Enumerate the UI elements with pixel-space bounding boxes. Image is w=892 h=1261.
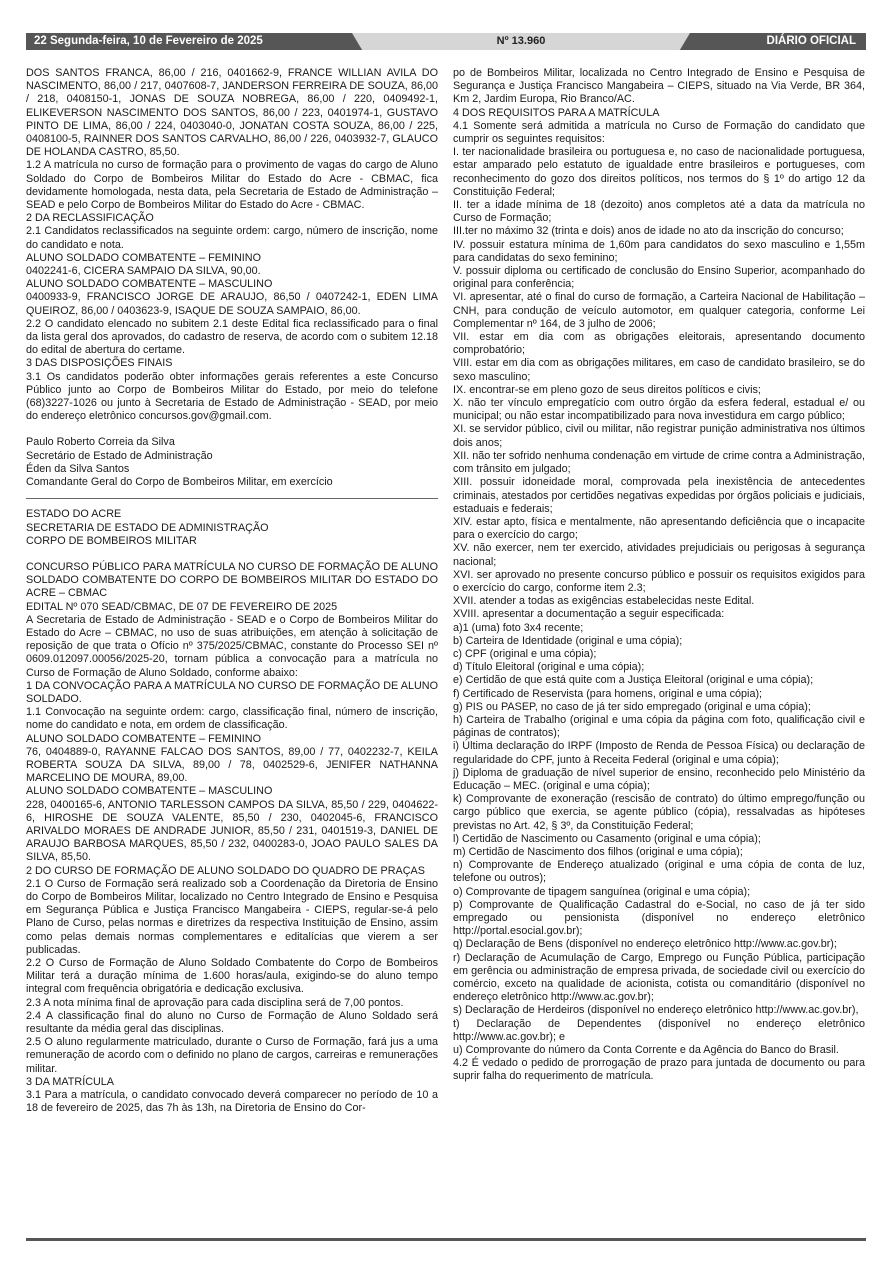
paragraph: 2.3 A nota mínima final de aprovação para cada disciplina será de 7,00 pontos. bbox=[26, 996, 404, 1009]
signatory-title: Comandante Geral do Corpo de Bombeiros Militar, em exercício bbox=[26, 476, 333, 489]
list-item: e) Certidão de que está quite com a Justiça Eleitoral (original e uma cópia); bbox=[453, 674, 814, 687]
list-item: IV. possuir estatura mínima de 1,60m para candidatos do sexo masculino e 1,55m para candidatas do sexo feminino; bbox=[453, 238, 865, 264]
list-item: XI. se servidor público, civil ou militar, não registrar punição administrativa nos últimos dois anos; bbox=[453, 423, 865, 449]
subheading: ALUNO SOLDADO COMBATENTE – MASCULINO bbox=[26, 785, 273, 798]
edition-number: Nº 13.960 bbox=[496, 35, 546, 47]
section-heading: 3 DA MATRÍCULA bbox=[26, 1075, 114, 1088]
list-item: o) Comprovante de tipagem sanguínea (original e uma cópia); bbox=[453, 885, 751, 898]
signatory-name: Paulo Roberto Correia da Silva bbox=[26, 436, 175, 449]
edital-title: CONCURSO PÚBLICO PARA MATRÍCULA NO CURSO DE FORMAÇÃO DE ALUNO SOLDADO COMBATENTE DO CORPO DE BOMBEIROS MILITAR DO ESTADO DO ACRE – CBMAC bbox=[26, 560, 438, 600]
list-item: III.ter no máximo 32 (trinta e dois) anos de idade no ato da inscrição do concurso; bbox=[453, 225, 844, 238]
list-item: XII. não ter sofrido nenhuma condenação em virtude de crime contra a Administração, com trânsito em julgado; bbox=[453, 449, 865, 476]
list-item: f) Certificado de Reservista (para homens, original e uma cópia); bbox=[453, 687, 763, 700]
list-item: XVI. ser aprovado no presente concurso público e possuir os requisitos exigidos para o exercício do cargo, conforme item 2.3; bbox=[453, 568, 865, 594]
paragraph: 0400933-9, FRANCISCO JORGE DE ARAUJO, 86,50 / 0407242-1, EDEN LIMA QUEIROZ, 86,00 / 0403623-9, ISAQUE DE SOUZA SAMPAIO, 86,00. bbox=[26, 291, 438, 317]
section-heading: 4 DOS REQUISITOS PARA A MATRÍCULA bbox=[453, 106, 660, 119]
list-item: II. ter a idade mínima de 18 (dezoito) anos completos até a data da matrícula no Curso de Formação; bbox=[453, 199, 865, 225]
subheading: ALUNO SOLDADO COMBATENTE – FEMININO bbox=[26, 251, 261, 264]
left-column bbox=[26, 67, 438, 1115]
list-item: q) Declaração de Bens (disponível no endereço eletrônico http://www.ac.gov.br); bbox=[453, 938, 837, 951]
list-item: h) Carteira de Trabalho (original e uma cópia da página com foto, qualificação civil e páginas de contratos); bbox=[453, 713, 865, 740]
right-column bbox=[453, 67, 865, 1084]
list-item: VI. apresentar, até o final do curso de formação, a Carteira Nacional de Habilitação – CNH, para condução de veículo automotor, em qualquer categoria, conforme Lei Complementar nº 164, de 3 julho de 2006; bbox=[453, 291, 865, 330]
page-number-and-date: 22 Segunda-feira, 10 de Fevereiro de 2025 bbox=[34, 35, 263, 47]
list-item: n) Comprovante de Endereço atualizado (original e uma cópia de conta de luz, telefone ou outros); bbox=[453, 859, 865, 885]
page-header bbox=[26, 33, 866, 50]
issuer-line: SECRETARIA DE ESTADO DE ADMINISTRAÇÃO bbox=[26, 521, 269, 534]
paragraph: 4.2 É vedado o pedido de prorrogação de prazo para juntada de documento ou para suprir falha do requerimento de matrícula. bbox=[453, 1057, 865, 1083]
section-heading: 3 DAS DISPOSIÇÕES FINAIS bbox=[26, 357, 173, 370]
paragraph: 1.1 Convocação na seguinte ordem: cargo, classificação final, número de inscrição, nome do candidato e nota, em ordem de classificação. bbox=[26, 706, 438, 732]
publication-name: DIÁRIO OFICIAL bbox=[766, 35, 856, 47]
list-item: d) Título Eleitoral (original e uma cópia); bbox=[453, 661, 645, 674]
subheading: ALUNO SOLDADO COMBATENTE – FEMININO bbox=[26, 732, 261, 745]
list-item: XV. não exercer, nem ter exercido, atividades prejudiciais ou perigosas à segurança nacional; bbox=[453, 542, 865, 568]
section-heading: 2 DA RECLASSIFICAÇÃO bbox=[26, 212, 154, 225]
list-item: XIV. estar apto, física e mentalmente, não apresentando deficiência que o incapacite para o exercício do cargo; bbox=[453, 515, 865, 542]
list-item: j) Diploma de graduação de nível superior de ensino, reconhecido pelo Ministério da Educação – MEC. (original e uma cópia); bbox=[453, 766, 865, 792]
subheading: ALUNO SOLDADO COMBATENTE – MASCULINO bbox=[26, 278, 273, 291]
paragraph: 2.2 O Curso de Formação de Aluno Soldado Combatente do Corpo de Bombeiros Militar terá a duração mínima de 1.600 horas/aula, exigindo-se do aluno tempo integral com frequência obrigatória e dedicação exclusiva. bbox=[26, 957, 438, 996]
paragraph: u) Comprovante do número da Conta Corrente e da Agência do Banco do Brasil. bbox=[453, 1044, 839, 1057]
paragraph: A Secretaria de Estado de Administração - SEAD e o Corpo de Bombeiros Militar do Estado do Acre – CBMAC, no uso de suas atribuições, em atenção à solicitação de reposição de que trata o Ofício nº 375/2025/CBMAC, constante do Processo SEI nº 0609.012097.00056/2025-20, tornam pública a convocação para a matrícula no Curso de Formação de Aluno Soldado, conforme abaixo: bbox=[26, 613, 438, 679]
list-item: IX. encontrar-se em pleno gozo de seus direitos políticos e civis; bbox=[453, 383, 761, 396]
list-item: VIII. estar em dia com as obrigações militares, em caso de candidato brasileiro, se do sexo masculino; bbox=[453, 357, 865, 383]
paragraph: 2.2 O candidato elencado no subitem 2.1 deste Edital fica reclassificado para o final da lista geral dos aprovados, do cadastro de reserva, de acordo com o subitem 12.18 do edital de abertura do certame. bbox=[26, 317, 438, 357]
paragraph: 3.1 Os candidatos poderão obter informações gerais referentes a este Concurso Público junto ao Corpo de Bombeiros Militar do Estado, por meio do telefone (68)3227-1026 ou junto à Secretaria de Estado de Administração - SEAD, por meio do endereço eletrônico concursos.gov@gmail.com. bbox=[26, 370, 438, 423]
paragraph: 3.1 Para a matrícula, o candidato convocado deverá comparecer no período de 10 a 18 de fevereiro de 2025, das 7h às 13h, na Diretoria de Ensino do Cor- bbox=[26, 1089, 438, 1115]
paragraph: 0402241-6, CICERA SAMPAIO DA SILVA, 90,00. bbox=[26, 265, 261, 278]
paragraph: 2.1 Candidatos reclassificados na seguinte ordem: cargo, número de inscrição, nome do candidato e nota. bbox=[26, 225, 438, 251]
list-item: X. não ter vínculo empregatício com outro órgão da esfera federal, estadual e/ ou municipal; ou não estar incompatibilizado para nova investidura em cargo público; bbox=[453, 397, 865, 423]
list-item: c) CPF (original e uma cópia); bbox=[453, 647, 597, 660]
list-item: b) Carteira de Identidade (original e uma cópia); bbox=[453, 634, 683, 647]
paragraph: 4.1 Somente será admitida a matrícula no Curso de Formação do candidato que cumprir os seguintes requisitos: bbox=[453, 119, 865, 146]
paragraph: DOS SANTOS FRANCA, 86,00 / 216, 0401662-9, FRANCE WILLIAN AVILA DO NASCIMENTO, 86,00 / 217, 0407608-7, JANDERSON FERREIRA DE SOUZA, 86,00 / 218, 0408150-1, JONAS DE SOUZA NOBREGA, 86,00 / 220, 0409492-1, ELIKEVERSON NASCIMENTO DOS SANTOS, 86,00 / 223, 0401974-1, GUSTAVO PINTO DE LIMA, 86,00 / 224, 0403040-0, JONATAN COSTA SOUZA, 86,00 / 225, 0408100-5, RAINNER DOS SANTOS CARVALHO, 86,00 / 226, 0403932-7, GLAUCO DE HOLANDA CASTRO, 85,50. bbox=[26, 67, 438, 159]
list-item: XVII. atender a todas as exigências estabelecidas neste Edital. bbox=[453, 595, 755, 608]
issuer-line: CORPO DE BOMBEIROS MILITAR bbox=[26, 534, 197, 547]
list-item: a)1 (uma) foto 3x4 recente; bbox=[453, 621, 584, 634]
section-heading: 2 DO CURSO DE FORMAÇÃO DE ALUNO SOLDADO DO QUADRO DE PRAÇAS bbox=[26, 864, 425, 877]
paragraph: 228, 0400165-6, ANTONIO TARLESSON CAMPOS DA SILVA, 85,50 / 229, 0404622-6, HIROSHE DE SOUZA VALENTE, 85,50 / 230, 0402045-6, FRANCISCO ARIVALDO MORAES DE ANDRADE JUNIOR, 85,50 / 231, 0401519-3, DANIEL DE ARAUJO BARBOSA MARQUES, 85,50 / 232, 0400283-0, JOAO PAULO SALES DA SILVA, 85,50. bbox=[26, 798, 438, 864]
list-item: g) PIS ou PASEP, no caso de já ter sido empregado (original e uma cópia); bbox=[453, 700, 811, 713]
list-item: V. possuir diploma ou certificado de conclusão do Ensino Superior, acompanhado do original para conferência; bbox=[453, 265, 865, 291]
paragraph: 2.4 A classificação final do aluno no Curso de Formação de Aluno Soldado será resultante da média geral das disciplinas. bbox=[26, 1009, 438, 1036]
paragraph: 2.1 O Curso de Formação será realizado sob a Coordenação da Diretoria de Ensino do Corpo de Bombeiros Militar, localizado no Centro Integrado de Ensino e Pesquisa em Segurança Pública e Justiça Francisco Mangabeira - CIEPS, regular-se-á pelo Plano de Curso, pelas normas e diretrizes da respectiva Instituição de Ensino, assim como pelas demais normas complementares e editalícias que vierem a ser publicadas. bbox=[26, 877, 438, 956]
paragraph: 76, 0404889-0, RAYANNE FALCAO DOS SANTOS, 89,00 / 77, 0402232-7, KEILA ROBERTA SOUZA DA SILVA, 89,00 / 78, 0402529-6, JENIFER NATHANNA MARCELINO DE MOURA, 89,00. bbox=[26, 745, 438, 785]
paragraph: 2.5 O aluno regularmente matriculado, durante o Curso de Formação, fará jus a uma remuneração de acordo com o definido no plano de cargos, carreiras e remunerações militar. bbox=[26, 1036, 438, 1075]
paragraph: po de Bombeiros Militar, localizada no Centro Integrado de Ensino e Pesquisa de Segurança e Justiça Francisco Mangabeira – CIEPS, situado na Via Verde, BR 364, Km 2, Jardim Europa, Rio Branco/AC. bbox=[453, 67, 865, 106]
edital-number: EDITAL Nº 070 SEAD/CBMAC, DE 07 DE FEVEREIRO DE 2025 bbox=[26, 600, 338, 613]
issuer-line: ESTADO DO ACRE bbox=[26, 508, 122, 521]
footer-rule bbox=[26, 1238, 866, 1241]
list-item: I. ter nacionalidade brasileira ou portuguesa e, no caso de nacionalidade portuguesa, estar amparado pelo estatuto de igualdade entre brasileiros e portugueses, com reconhecimento do gozo dos direitos políticos, nos termos do § 1º do artigo 12 da Constituição Federal; bbox=[453, 146, 865, 198]
list-item: m) Certidão de Nascimento dos filhos (original e uma cópia); bbox=[453, 845, 743, 858]
list-item: VII. estar em dia com as obrigações eleitorais, apresentando documento comprobatório; bbox=[453, 331, 865, 357]
list-item: t) Declaração de Dependentes (disponível no endereço eletrônico http://www.ac.gov.br); e bbox=[453, 1017, 865, 1043]
list-item: i) Última declaração do IRPF (Imposto de Renda de Pessoa Física) ou declaração de regularidade do CPF, junto à Receita Federal (original e uma cópia); bbox=[453, 740, 865, 766]
signatory-title: Secretário de Estado de Administração bbox=[26, 449, 213, 462]
section-heading: 1 DA CONVOCAÇÃO PARA A MATRÍCULA NO CURSO DE FORMAÇÃO DE ALUNO SOLDADO. bbox=[26, 679, 438, 705]
list-item: p) Comprovante de Qualificação Cadastral do e-Social, no caso de já ter sido empregado ou pensionista (disponível no endereço eletrônico http://portal.esocial.gov.br); bbox=[453, 898, 865, 938]
list-item: s) Declaração de Herdeiros (disponível no endereço eletrônico http://www.ac.gov.br), bbox=[453, 1004, 859, 1017]
list-item: k) Comprovante de exoneração (rescisão de contrato) do último emprego/função ou cargo público que exercia, se agente público (cópia), ressalvadas as hipóteses previstas no Art. 42, § 3º, da Constituição Federal; bbox=[453, 793, 865, 832]
paragraph: 1.2 A matrícula no curso de formação para o provimento de vagas do cargo de Aluno Soldado do Corpo de Bombeiros Militar do Estado do Acre - CBMAC, fica devidamente homologada, nesta data, pela Secretaria de Estado de Administração – SEAD e pelo Corpo de Bombeiros Militar do Estado do Acre - CBMAC. bbox=[26, 159, 438, 212]
list-item: l) Certidão de Nascimento ou Casamento (original e uma cópia); bbox=[453, 832, 761, 845]
list-item: XVIII. apresentar a documentação a seguir especificada: bbox=[453, 608, 725, 621]
list-item: XIII. possuir idoneidade moral, comprovada pela inexistência de antecedentes criminais, atestados por certidões negativas expedidas por órgãos policiais e judiciais, estaduais e federais; bbox=[453, 476, 865, 515]
section-divider bbox=[26, 498, 438, 499]
list-item: r) Declaração de Acumulação de Cargo, Emprego ou Função Pública, participação em gerência ou administração de empresa privada, de sociedade civil ou exercício do comércio, exceto na qualidade de acionista, cotista ou comanditário (disponível no endereço eletrônico http://www.ac.gov.br); bbox=[453, 951, 865, 1004]
signatory-name: Éden da Silva Santos bbox=[26, 462, 130, 475]
